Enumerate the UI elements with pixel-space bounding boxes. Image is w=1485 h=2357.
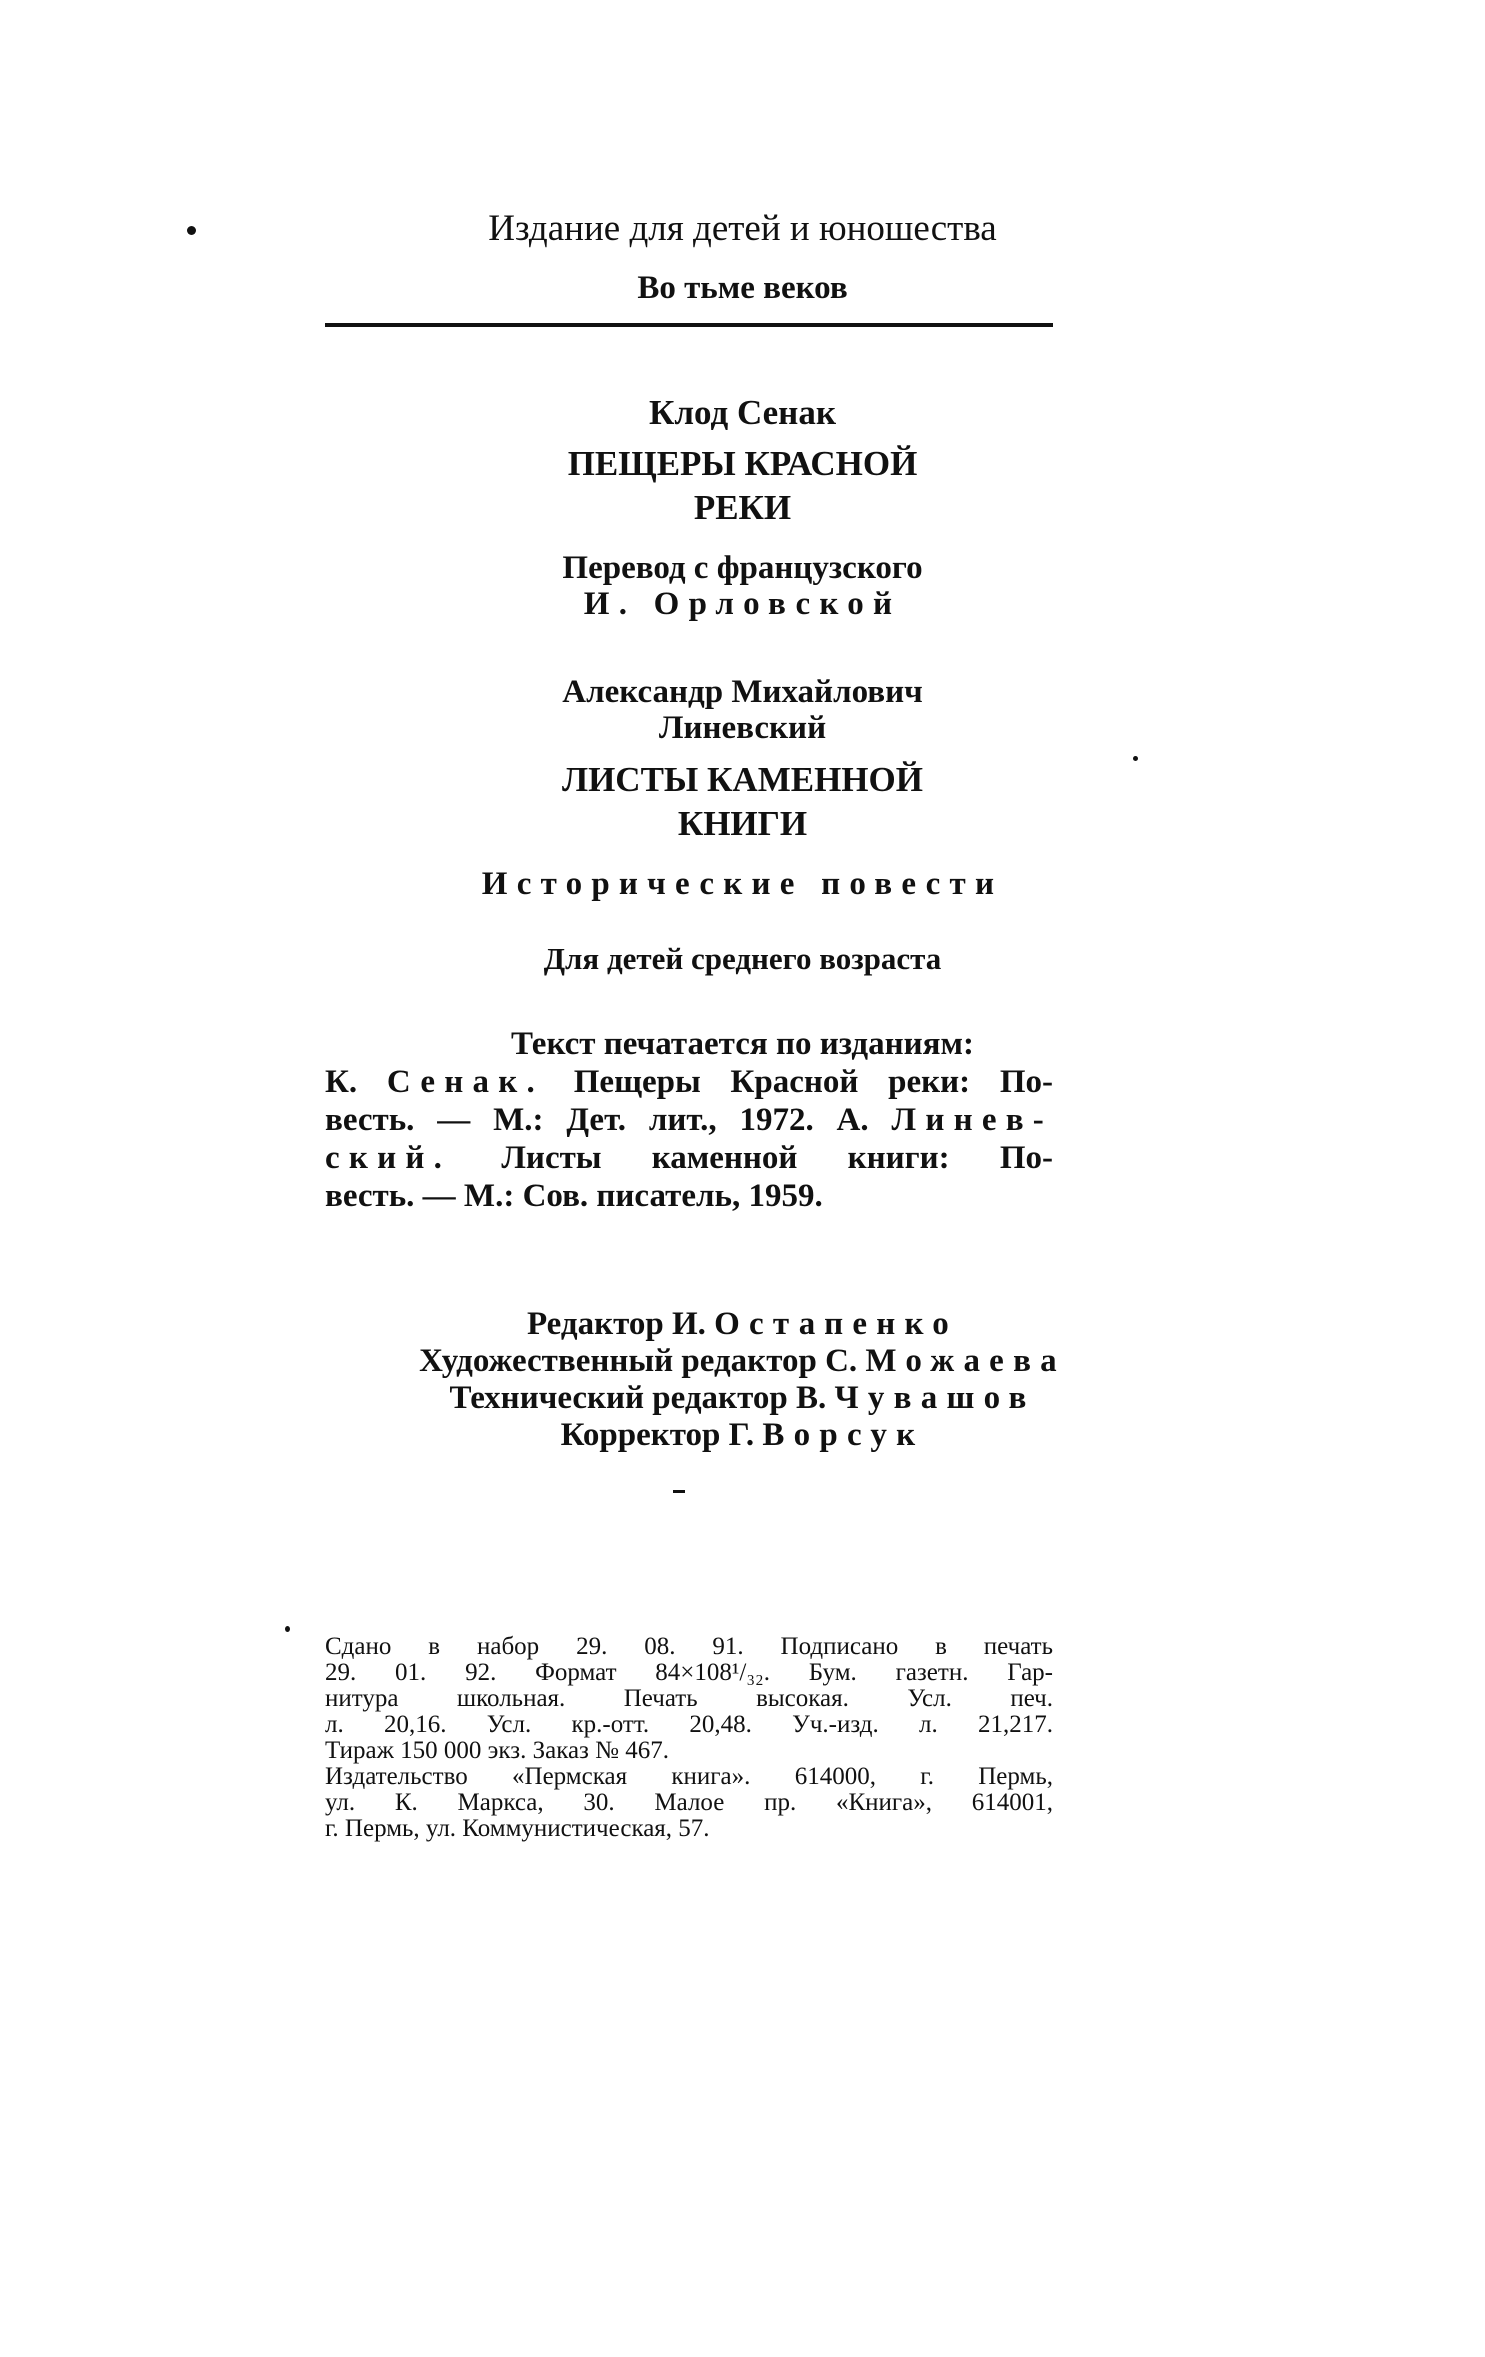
- credit-editor: [0, 1308, 1485, 1341]
- genre-line: [0, 868, 1485, 901]
- work1-title-line1: ПЕЩЕРЫ КРАСНОЙ: [567, 444, 918, 483]
- credit-label: Редактор И.: [526, 1306, 706, 1342]
- scan-speck: [1133, 756, 1138, 761]
- imprint-line6: Издательство «Пермская книга». 614000, г. Пермь,: [325, 1763, 1053, 1790]
- sources-heading: Текст печатается по изданиям:: [511, 1026, 974, 1062]
- credit-label: Технический редактор В.: [449, 1380, 827, 1416]
- imprint-line3: нитура школьная. Печать высокая. Усл. печ.: [325, 1685, 1053, 1712]
- header-rule: [325, 323, 1053, 327]
- sources-line3: [325, 1142, 1053, 1175]
- work2-title-line1: ЛИСТЫ КАМЕННОЙ: [562, 760, 923, 799]
- credit-person: Ворсук: [762, 1417, 925, 1453]
- genre-text: Исторические повести: [481, 866, 1004, 902]
- imprint-line8: г. Пермь, ул. Коммунистическая, 57.: [325, 1815, 710, 1842]
- work2-title-line2: КНИГИ: [677, 804, 808, 843]
- credit-tech-editor: [0, 1382, 1485, 1415]
- sources-text: весть. — М.: Дет. лит., 1972. А.: [325, 1102, 869, 1138]
- sources-line4: [325, 1180, 1053, 1213]
- sources-author: Сенак.: [386, 1064, 545, 1100]
- imprint-line1: Сдано в набор 29. 08. 91. Подписано в печать: [325, 1633, 1053, 1660]
- series-line: Издание для детей и юношества: [488, 208, 997, 249]
- imprint-line7: ул. К. Маркса, 30. Малое пр. «Книга», 614001,: [325, 1789, 1053, 1816]
- credit-label: Корректор Г.: [560, 1417, 755, 1453]
- work1-translator: [0, 588, 1485, 621]
- sources-line2: [325, 1104, 1053, 1137]
- work2-author-line2: Линевский: [658, 710, 827, 746]
- sources-text: Листы каменной книги: По-: [501, 1140, 1054, 1176]
- credit-corrector: [0, 1419, 1485, 1452]
- work1-translation-line1: Перевод с французского: [562, 550, 923, 586]
- sources-line1: [325, 1066, 1053, 1099]
- imprint-line4: л. 20,16. Усл. кр.-отт. 20,48. Уч.-изд. л. 21,217.: [325, 1711, 1053, 1738]
- series-name: Во тьме веков: [637, 270, 848, 306]
- sources-text: Пещеры Красной реки: По-: [573, 1064, 1054, 1100]
- credit-art-editor: [0, 1345, 1485, 1378]
- credit-person: Остапенко: [714, 1306, 959, 1342]
- sources-author: Линев-: [891, 1102, 1054, 1138]
- audience-line: Для детей среднего возраста: [543, 941, 942, 976]
- sources-text: весть. — М.: Сов. писатель, 1959.: [325, 1178, 823, 1214]
- imprint-line2: 29. 01. 92. Формат 84×108¹/₃₂. Бум. газетн. Гар-: [325, 1659, 1053, 1686]
- imprint-line5: Тираж 150 000 экз. Заказ № 467.: [325, 1737, 670, 1764]
- work1-author: Клод Сенак: [648, 393, 837, 432]
- credit-person: Чувашов: [834, 1380, 1036, 1416]
- scan-speck: [673, 1490, 685, 1493]
- work2-author-line1: Александр Михайлович: [562, 674, 923, 710]
- scan-speck: [285, 1626, 290, 1632]
- sources-text: К.: [325, 1064, 358, 1100]
- translator-name: И. Орловской: [583, 586, 902, 622]
- credit-person: Можаева: [865, 1343, 1066, 1379]
- work1-title-line2: РЕКИ: [693, 488, 792, 527]
- sources-author: ский.: [325, 1140, 452, 1176]
- credit-label: Художественный редактор С.: [419, 1343, 858, 1379]
